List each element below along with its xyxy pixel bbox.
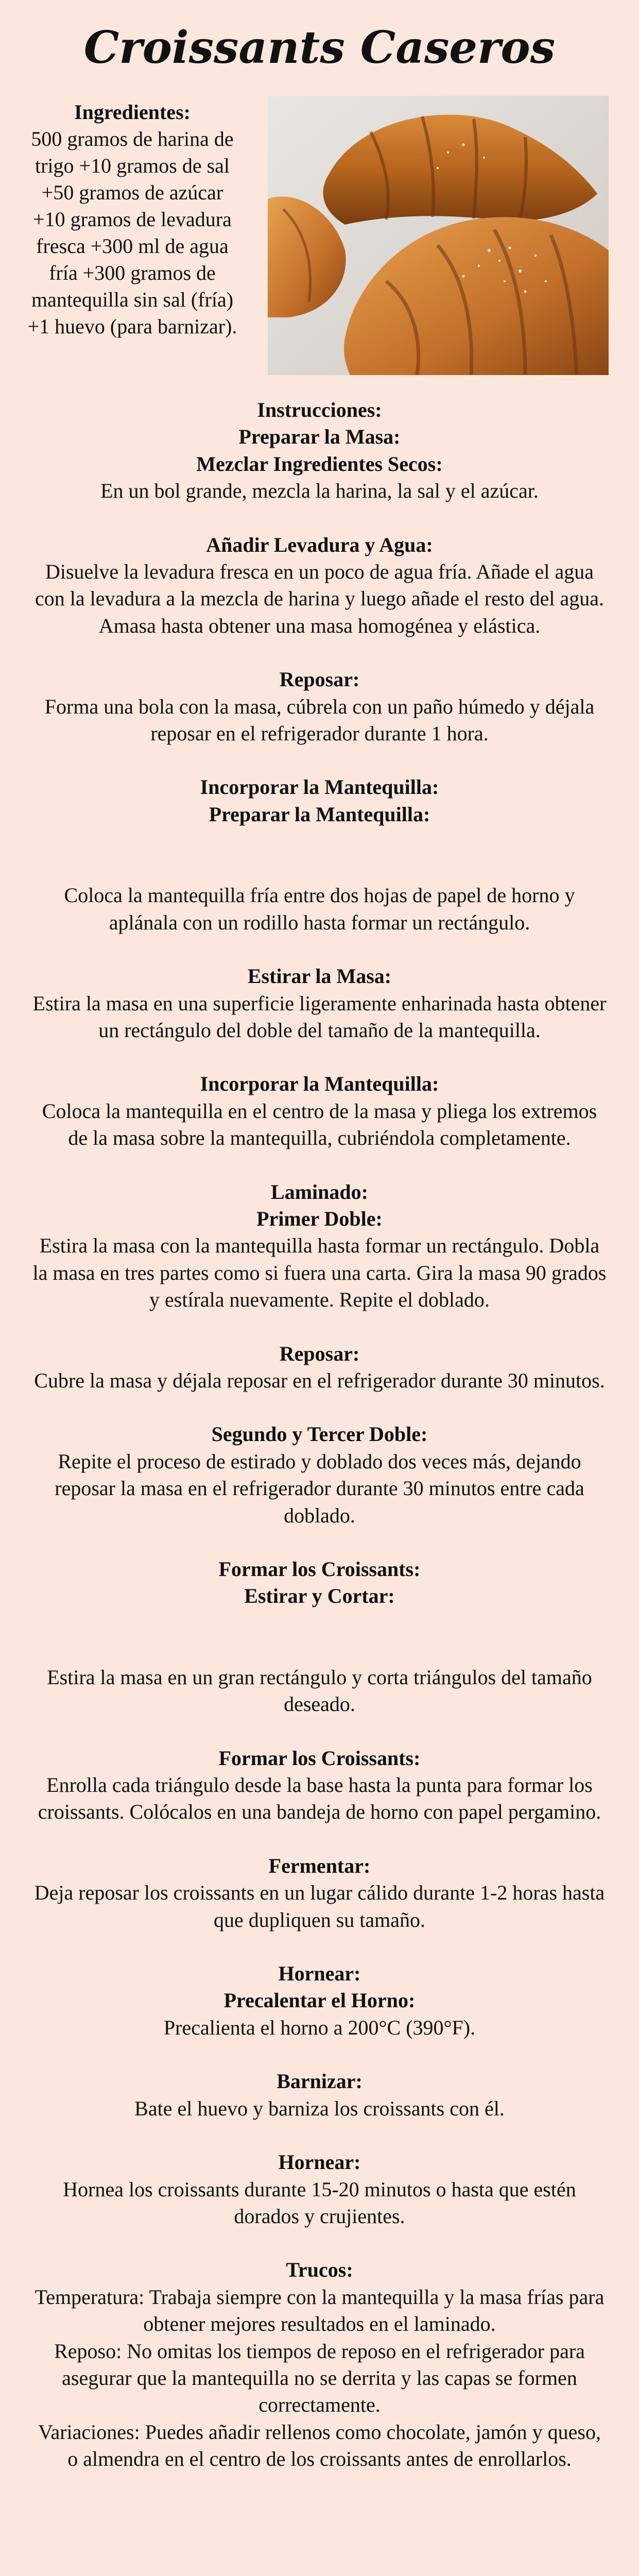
fermentar-section bbox=[32, 1853, 607, 1934]
ingredients-block bbox=[27, 99, 238, 340]
instructions-block bbox=[32, 397, 607, 2500]
laminado-section bbox=[32, 1179, 607, 1314]
fermentar-heading: Fermentar: bbox=[268, 1854, 371, 1877]
spacer bbox=[32, 828, 607, 882]
ingredients-label: Ingredientes: bbox=[74, 100, 191, 124]
masa-section bbox=[32, 397, 607, 505]
croissant-photo bbox=[268, 96, 609, 375]
reposar-laminado-heading: Reposar: bbox=[279, 1342, 360, 1365]
barnizar-heading: Barnizar: bbox=[277, 2070, 362, 2093]
trucos-section bbox=[32, 2257, 607, 2472]
masa-heading: Preparar la Masa: bbox=[238, 425, 401, 449]
cortar-heading: Estirar y Cortar: bbox=[244, 1584, 395, 1608]
hornear-final-text: Hornea los croissants durante 15-20 minutos o hasta que estén dorados y crujientes. bbox=[63, 2177, 576, 2228]
cortar-text: Estira la masa en un gran rectángulo y corta triángulos del tamaño deseado. bbox=[47, 1665, 592, 1716]
primer-doble-text: Estira la masa con la mantequilla hasta formar un rectángulo. Dobla la masa en tres partes como si fuera una carta. Gira la masa 90 grados y estírala nuevamente. Repite el doblado. bbox=[32, 1234, 607, 1312]
precalentar-text: Precalienta el horno a 200°C (390°F). bbox=[163, 2015, 476, 2039]
fermentar-text: Deja reposar los croissants en un lugar cálido durante 1-2 horas hasta que dupliquen su tamaño. bbox=[34, 1881, 605, 1931]
segundo-doble-section bbox=[32, 1421, 607, 1529]
incorporar-heading: Incorporar la Mantequilla: bbox=[200, 1072, 439, 1096]
precalentar-heading: Precalentar el Horno: bbox=[223, 1989, 416, 2012]
hornear-section bbox=[32, 1960, 607, 2041]
estirar-masa-section bbox=[32, 963, 607, 1044]
preparar-mantequilla-heading: Preparar la Mantequilla: bbox=[209, 802, 430, 826]
instructions-label: Instrucciones: bbox=[257, 398, 382, 421]
reposar-laminado-text: Cubre la masa y déjala reposar en el refrigerador durante 30 minutos. bbox=[34, 1368, 605, 1392]
hornear-final-section bbox=[32, 2149, 607, 2230]
incorporar-section bbox=[32, 1071, 607, 1151]
truco-variaciones: Variaciones: Puedes añadir rellenos como chocolate, jamón y queso, o almendra en el centro de los croissants antes de enrollarlos. bbox=[38, 2420, 601, 2471]
barnizar-section bbox=[32, 2068, 607, 2122]
barnizar-text: Bate el huevo y barniza los croissants con él. bbox=[134, 2096, 505, 2120]
segundo-doble-heading: Segundo y Tercer Doble: bbox=[211, 1422, 428, 1446]
formar-croissants-text: Enrolla cada triángulo desde la base hasta la punta para formar los croissants. Colócalos en una bandeja de horno con papel pergamino. bbox=[38, 1773, 601, 1824]
truco-temperatura: Temperatura: Trabaja siempre con la mantequilla y la masa frías para obtener mejores resultados en el laminado. bbox=[34, 2285, 605, 2336]
primer-doble-heading: Primer Doble: bbox=[256, 1207, 383, 1230]
reposar-masa-text: Forma una bola con la masa, cúbrela con un paño húmedo y déjala reposar en el refrigerador durante 1 hora. bbox=[44, 694, 595, 745]
hornear-heading: Hornear: bbox=[278, 1962, 361, 1986]
trucos-heading: Trucos: bbox=[286, 2258, 353, 2282]
formar-heading: Formar los Croissants: bbox=[218, 1557, 421, 1581]
preparar-mantequilla-text: Coloca la mantequilla fría entre dos hojas de papel de horno y aplánala con un rodillo hasta formar un rectángulo. bbox=[64, 884, 575, 934]
spacer bbox=[32, 1610, 607, 1664]
mantequilla-heading: Incorporar la Mantequilla: bbox=[200, 775, 439, 799]
mezclar-heading: Mezclar Ingredientes Secos: bbox=[196, 452, 443, 476]
estirar-masa-text: Estira la masa en una superficie ligeramente enharinada hasta obtener un rectángulo del doble del tamaño de la mantequilla. bbox=[32, 991, 607, 1042]
ingredients-text: 500 gramos de harina de trigo +10 gramos de sal +50 gramos de azúcar +10 gramos de levadura fresca +300 ml de agua fría +300 gramos de mantequilla sin sal (fría) +1 huevo (para barnizar). bbox=[27, 127, 237, 338]
mezclar-text: En un bol grande, mezcla la harina, la sal y el azúcar. bbox=[100, 479, 539, 503]
reposar-masa-heading: Reposar: bbox=[279, 668, 360, 691]
formar-croissants-heading: Formar los Croissants: bbox=[218, 1746, 421, 1770]
incorporar-text: Coloca la mantequilla en el centro de la masa y pliega los extremos de la masa sobre la mantequilla, cubriéndola completamente. bbox=[42, 1099, 597, 1150]
page-title: Croissants Caseros bbox=[83, 22, 556, 74]
segundo-doble-text: Repite el proceso de estirado y doblado dos veces más, dejando reposar la masa en el refrigerador durante 30 minutos entre cada doblado. bbox=[55, 1449, 584, 1527]
reposar-laminado-section bbox=[32, 1341, 607, 1395]
hornear-final-heading: Hornear: bbox=[278, 2150, 361, 2174]
laminado-heading: Laminado: bbox=[271, 1180, 368, 1204]
levadura-section bbox=[32, 532, 607, 640]
mantequilla-section bbox=[32, 774, 607, 936]
formar-croissants-section bbox=[32, 1745, 607, 1826]
estirar-masa-heading: Estirar la Masa: bbox=[247, 964, 392, 988]
formar-section bbox=[32, 1556, 607, 1718]
reposar-masa-section bbox=[32, 666, 607, 747]
levadura-text: Disuelve la levadura fresca en un poco de agua fría. Añade el agua con la levadura a la mezcla de harina y luego añade el resto del agua. Amasa hasta obtener una masa homogénea y elástica. bbox=[35, 560, 604, 637]
truco-reposo: Reposo: No omitas los tiempos de reposo en el refrigerador para asegurar que la mantequilla no se derrita y las capas se formen correctamente. bbox=[54, 2339, 585, 2417]
levadura-heading: Añadir Levadura y Agua: bbox=[206, 533, 433, 556]
